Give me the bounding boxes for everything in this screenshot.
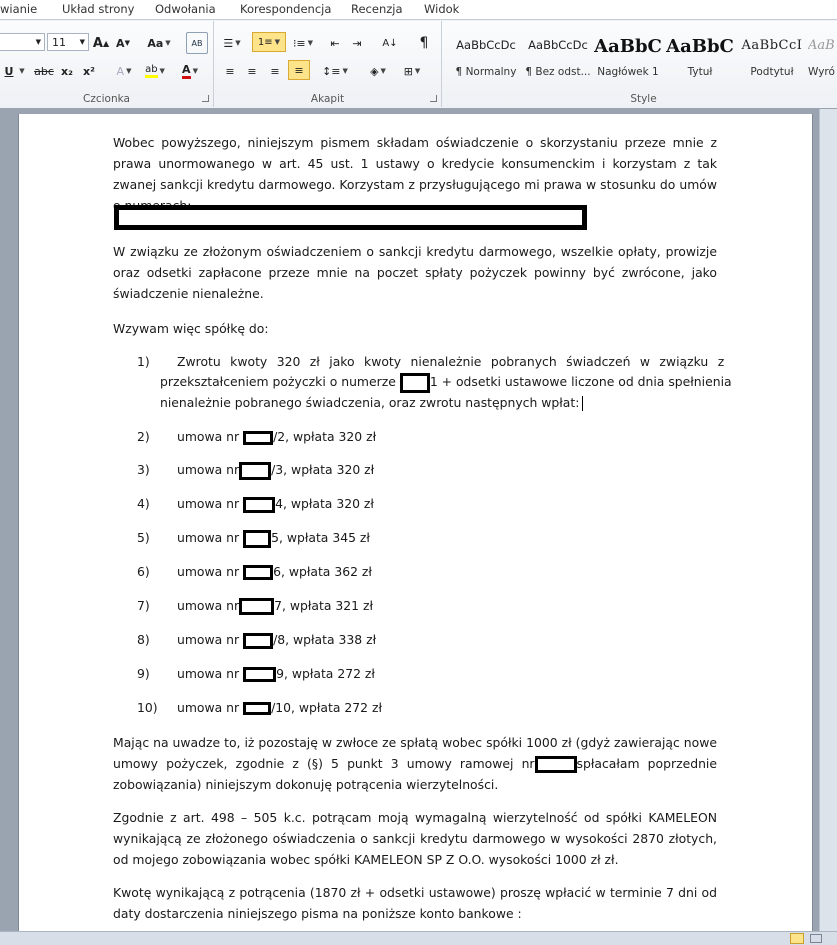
decrease-indent-icon[interactable]: ⇤ [330, 36, 340, 50]
styles-group-label: Style [630, 93, 657, 105]
justify-icon[interactable]: ≡ [288, 60, 310, 80]
full-screen-view-icon[interactable] [810, 934, 822, 943]
redaction-box [243, 530, 271, 548]
paint-bucket-icon: ◈ [370, 64, 379, 78]
superscript-button[interactable]: x² [83, 64, 95, 78]
document-page[interactable] [18, 114, 813, 944]
font-group [0, 21, 214, 107]
borders-button[interactable]: ⊞ ▼ [403, 64, 421, 78]
grow-font-arrow-icon: ▲ [102, 38, 110, 48]
paragraph-group [214, 21, 442, 107]
line-spacing-button[interactable]: ↕≡ ▼ [322, 64, 348, 78]
list-item: 5) umowa nr 5, wpłata 345 zł [137, 528, 370, 548]
style-emphasis[interactable]: AaB Wyró [808, 38, 835, 78]
redaction-box-contract-numbers [114, 205, 587, 230]
vertical-scrollbar[interactable] [819, 109, 837, 931]
font-name-input[interactable] [0, 33, 45, 51]
redaction-box [400, 373, 430, 393]
redaction-box [239, 598, 274, 615]
redaction-box [243, 702, 271, 715]
shading-button[interactable]: ◈ ▼ [370, 64, 386, 78]
paragraph-offset: Mając na uwadze to, iż pozostaję w zwłoce ze spłatą wobec spółki 1000 zł (gdyż zawierając nowe umowy pożyczek, zgodnie z (§) 5 punkt 3 umowy ramowej nr spłacałam poprzednie zobowiązania) niniejszym dokonuję potrącenia wierzytelności. [113, 735, 718, 792]
align-left-icon[interactable]: ≡ [225, 64, 235, 78]
tab-uklad-strony[interactable]: Układ strony [62, 2, 135, 16]
font-size-input[interactable] [47, 33, 89, 51]
ribbon-tabs [0, 0, 837, 20]
strikethrough-button[interactable]: abc [34, 64, 54, 78]
shrink-font-button[interactable]: A ▼ [116, 36, 130, 50]
paragraph-dialog-launcher-icon[interactable] [430, 95, 437, 102]
tab-widok[interactable]: Widok [424, 2, 460, 16]
list-item: 4) umowa nr 4, wpłata 320 zł [137, 496, 374, 511]
redaction-box [243, 633, 273, 649]
bullets-icon: ☰ [223, 36, 234, 50]
status-bar [0, 931, 837, 945]
font-group-label: Czcionka [83, 93, 130, 105]
underline-button[interactable]: U [4, 64, 14, 78]
paragraph-set-off-claim: Zgodnie z art. 498 – 505 k.c. potrącam moją wymagalną wierzytelność od spółki KAMELEON wynikającą ze złożonego oświadczenia o sankcji kredytu darmowego w wysokości 2870 złotych, od mojego zobowiązania wobec spółki KAMELEON SP Z O.O. wysokości 1000 zł zł. [113, 810, 717, 867]
font-size-dropdown-icon[interactable]: ▼ [79, 38, 85, 46]
highlight-button[interactable]: ab ▼ [143, 61, 167, 81]
document-area [0, 109, 837, 931]
text-effects-icon[interactable]: A ▼ [116, 64, 132, 78]
font-color-button[interactable]: A ▼ [176, 61, 204, 81]
paragraph-demand-intro: Wzywam więc spółkę do: [113, 321, 269, 336]
list-item: 9) umowa nr 9, wpłata 272 zł [137, 666, 375, 681]
redaction-box [243, 565, 273, 580]
subscript-button[interactable]: x₂ [61, 64, 73, 78]
list-item-continuation: przekształceniem pożyczki o numerze 1 + odsetki ustawowe liczone od dnia spełnienia [160, 372, 732, 393]
show-formatting-button[interactable]: ¶ [419, 35, 429, 51]
style-no-spacing[interactable]: AaBbCcDc ¶ Bez odst... [525, 38, 591, 78]
bullets-button[interactable]: ☰ ▼ [223, 36, 241, 50]
align-right-icon[interactable]: ≡ [270, 64, 280, 78]
text-cursor [582, 396, 583, 411]
numbering-button[interactable]: 1≡ ▼ [252, 32, 286, 52]
paragraph-group-label: Akapit [310, 93, 345, 105]
list-item: 1) Zwrotu kwoty 320 zł jako kwoty nienależnie pobranych świadczeń w związku z [137, 354, 725, 369]
underline-caret-icon: ▼ [19, 67, 25, 75]
font-size-value: 11 [52, 35, 66, 49]
paragraph-payment-request: Kwotę wynikającą z potrącenia (1870 zł + odsetki ustawowe) proszę wpłacić w terminie 7 dni od daty dostarczenia niniejszego pisma na poniższe konto bankowe : [113, 885, 717, 921]
paragraph-declaration: Wobec powyższego, niniejszym pismem składam oświadczenie o skorzystaniu przeze mnie z prawa unormowanego w art. 45 ust. 1 ustawy o kredycie konsumenckim i korzystam z tak zwanej sankcji kredytu darmowego. Korzystam z przysługującego mi prawa w stosunku do umów [113, 135, 717, 192]
tab-wstawianie[interactable]: wianie [0, 2, 38, 16]
font-name-dropdown-icon[interactable]: ▼ [35, 38, 41, 46]
redaction-box [243, 667, 276, 682]
line-spacing-icon: ↕≡ [322, 64, 341, 78]
tab-korespondencja[interactable]: Korespondencja [240, 2, 332, 16]
redaction-box [243, 431, 273, 445]
multilevel-list-button[interactable]: ⁝≡ ▼ [292, 36, 314, 50]
list-item: 3) umowa nr /3, wpłata 320 zł [137, 460, 374, 480]
clear-formatting-icon[interactable]: AB [186, 32, 208, 54]
style-normal[interactable]: AaBbCcDc ¶ Normalny [455, 38, 517, 78]
list-item-continuation: nienależnie pobranego świadczenia, oraz zwrotu następnych wpłat: [160, 393, 583, 413]
shrink-font-arrow-icon: ▼ [124, 39, 130, 47]
style-title[interactable]: AaBbC Tytuł [666, 36, 734, 78]
redaction-box [535, 756, 577, 773]
align-center-icon[interactable]: ≡ [247, 64, 257, 78]
font-dialog-launcher-icon[interactable] [202, 95, 209, 102]
list-item: 8) umowa nr /8, wpłata 338 zł [137, 632, 377, 647]
paragraph-refund: W związku ze złożonym oświadczeniem o sankcji kredytu darmowego, wszelkie opłaty, prowizje oraz odsetki zapłacone przeze mnie na poczet spłaty pożyczek powinny być zwrócone, jako świadczenie nienależne. [113, 244, 717, 301]
list-item: 7) umowa nr 7, wpłata 321 zł [137, 598, 374, 613]
style-heading-1[interactable]: AaBbC Nagłówek 1 [594, 36, 662, 78]
print-layout-view-icon[interactable] [790, 933, 804, 944]
redaction-box [239, 462, 271, 480]
highlighter-icon: ab [145, 64, 157, 78]
ribbon [0, 0, 837, 108]
numbering-icon: 1≡ [257, 36, 273, 48]
ribbon-body [0, 21, 837, 108]
list-item: 6) umowa nr 6, wpłata 362 zł [137, 564, 372, 579]
change-case-button[interactable]: Aa ▼ [147, 36, 171, 50]
style-subtitle[interactable]: AaBbCcI Podtytuł [741, 38, 803, 78]
underline-dropdown[interactable] [16, 61, 26, 81]
grow-font-button[interactable]: A ▲ [92, 35, 110, 51]
list-item: 2) umowa nr /2, wpłata 320 zł [137, 429, 377, 444]
redaction-box [243, 497, 275, 513]
tab-odwolania[interactable]: Odwołania [155, 2, 216, 16]
borders-icon: ⊞ [403, 64, 413, 78]
tab-recenzja[interactable]: Recenzja [351, 2, 403, 16]
sort-button[interactable]: A↓ [382, 37, 398, 49]
multilevel-list-icon: ⁝≡ [292, 36, 306, 50]
styles-group [446, 21, 837, 107]
list-item: 10) umowa nr /10, wpłata 272 zł [137, 700, 383, 715]
increase-indent-icon[interactable]: ⇥ [352, 36, 362, 50]
